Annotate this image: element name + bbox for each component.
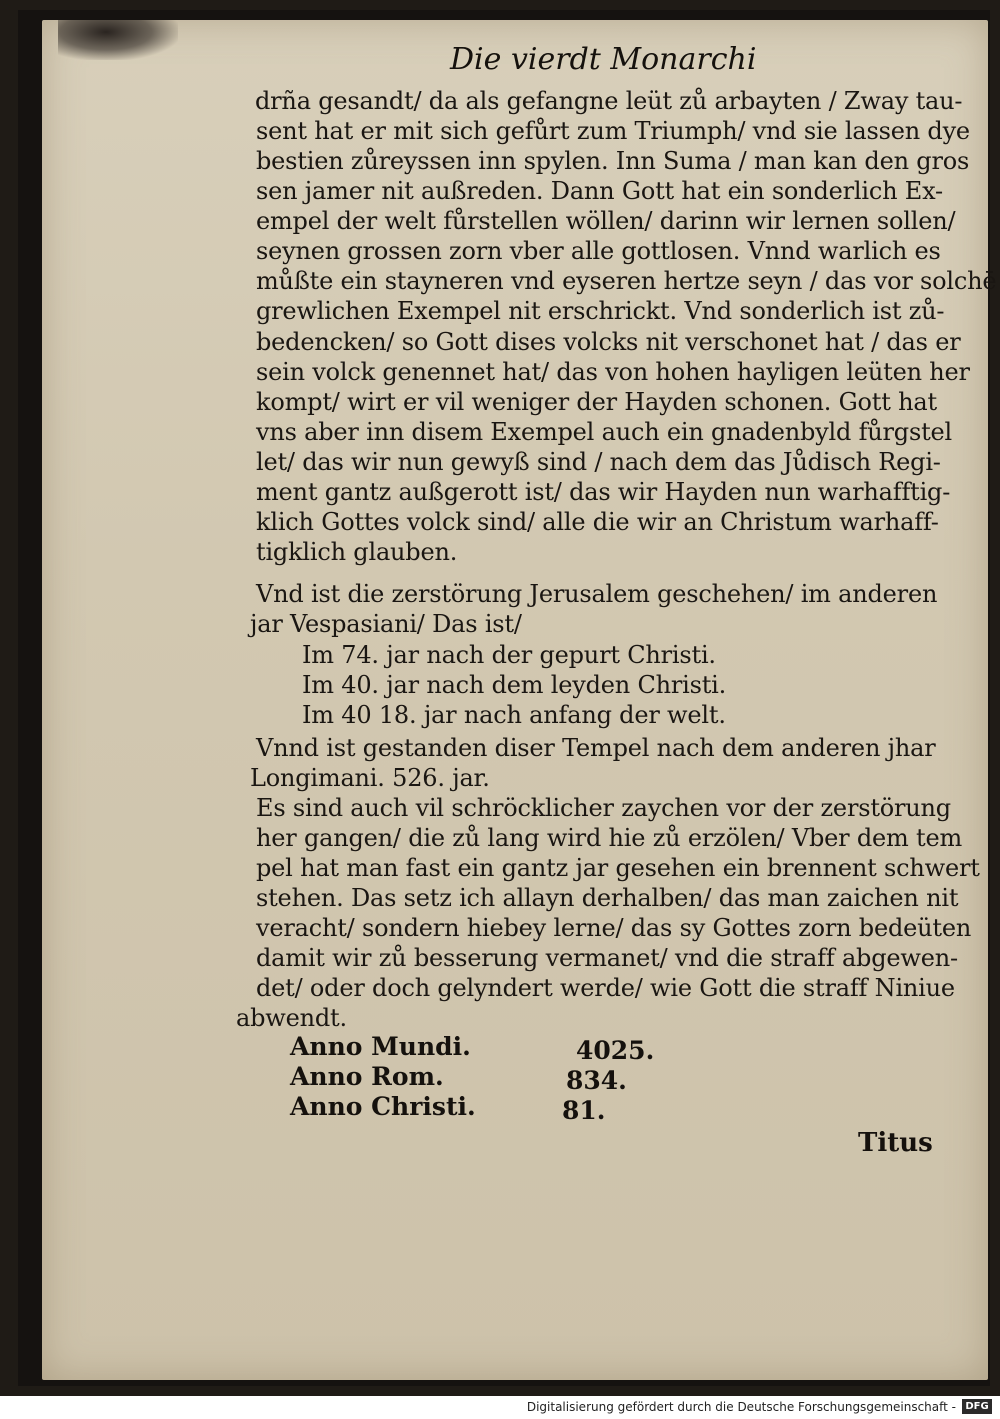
body-line: vns aber inn disem Exempel auch ein gnadenbyld fůrgstel (256, 418, 953, 446)
body-line: klich Gottes volck sind/ alle die wir an Christum warhaff- (256, 508, 939, 536)
body-line: pel hat man fast ein gantz jar gesehen ein brennent schwert (256, 854, 980, 882)
body-line: Vnd ist die zerstörung Jerusalem geschehen/ im anderen (256, 580, 938, 608)
body-line: empel der welt fůrstellen wöllen/ darinn wir lernen sollen/ (256, 207, 956, 235)
body-line: Longimani. 526. jar. (250, 764, 490, 792)
body-line: kompt/ wirt er vil weniger der Hayden schonen. Gott hat (256, 388, 937, 416)
anno-christi-value: 81. (562, 1096, 606, 1125)
body-line: seynen grossen zorn vber alle gottlosen. Vnnd warlich es (256, 237, 941, 265)
body-line: sein volck genennet hat/ das von hohen hayligen leüten her (256, 358, 970, 386)
anno-rom-label: Anno Rom. (290, 1062, 444, 1091)
body-line: Vnnd ist gestanden diser Tempel nach dem anderen jhar (256, 734, 936, 762)
body-line: Es sind auch vil schröcklicher zaychen vor der zerstörung (256, 794, 951, 822)
anno-christi-label: Anno Christi. (290, 1092, 476, 1121)
anno-mundi-value: 4025. (576, 1036, 655, 1065)
body-line: damit wir zů besserung vermanet/ vnd die straff abgewen- (256, 944, 958, 972)
anno-mundi-label: Anno Mundi. (290, 1032, 471, 1061)
date-line: Im 40 18. jar nach anfang der welt. (302, 701, 726, 729)
body-line: bedencken/ so Gott dises volcks nit verschonet hat / das er (256, 328, 961, 356)
body-line: drña gesandt/ da als gefangne leüt zů arbayten / Zway tau- (255, 87, 963, 115)
anno-rom-value: 834. (566, 1066, 627, 1095)
body-line: abwendt. (236, 1004, 347, 1032)
body-line: stehen. Das setz ich allayn derhalben/ das man zaichen nit (256, 884, 959, 912)
page-stain (58, 20, 178, 60)
body-line: můßte ein stayneren vnd eyseren hertze seyn / das vor solchē (256, 267, 997, 295)
body-line: veracht/ sondern hiebey lerne/ das sy Gottes zorn bedeüten (256, 914, 972, 942)
body-line: bestien zůreyssen inn spylen. Inn Suma / man kan den gros (256, 147, 970, 175)
body-line: her gangen/ die zů lang wird hie zů erzölen/ Vber dem tem (256, 824, 963, 852)
body-line: sent hat er mit sich gefůrt zum Triumph/ vnd sie lassen dye (256, 117, 970, 145)
body-line: det/ oder doch gelyndert werde/ wie Gott die straff Niniue (256, 974, 955, 1002)
date-line: Im 40. jar nach dem leyden Christi. (302, 671, 727, 699)
running-header: Die vierdt Monarchi (450, 42, 757, 77)
body-line: grewlichen Exempel nit erschrickt. Vnd sonderlich ist zů- (256, 297, 945, 325)
body-line: ment gantz außgerott ist/ das wir Hayden nun warhafftig- (256, 478, 951, 506)
body-line: tigklich glauben. (256, 538, 458, 566)
dfg-logo: DFG (962, 1399, 992, 1414)
catchword: Titus (858, 1128, 933, 1158)
body-line: let/ das wir nun gewyß sind / nach dem das Jůdisch Regi- (256, 448, 941, 476)
body-line: sen jamer nit außreden. Dann Gott hat ein sonderlich Ex- (256, 177, 943, 205)
body-line: jar Vespasiani/ Das ist/ (250, 610, 522, 638)
date-line: Im 74. jar nach der gepurt Christi. (302, 641, 716, 669)
funding-notice: Digitalisierung gefördert durch die Deutsche Forschungsgemeinschaft - (526, 1400, 956, 1414)
